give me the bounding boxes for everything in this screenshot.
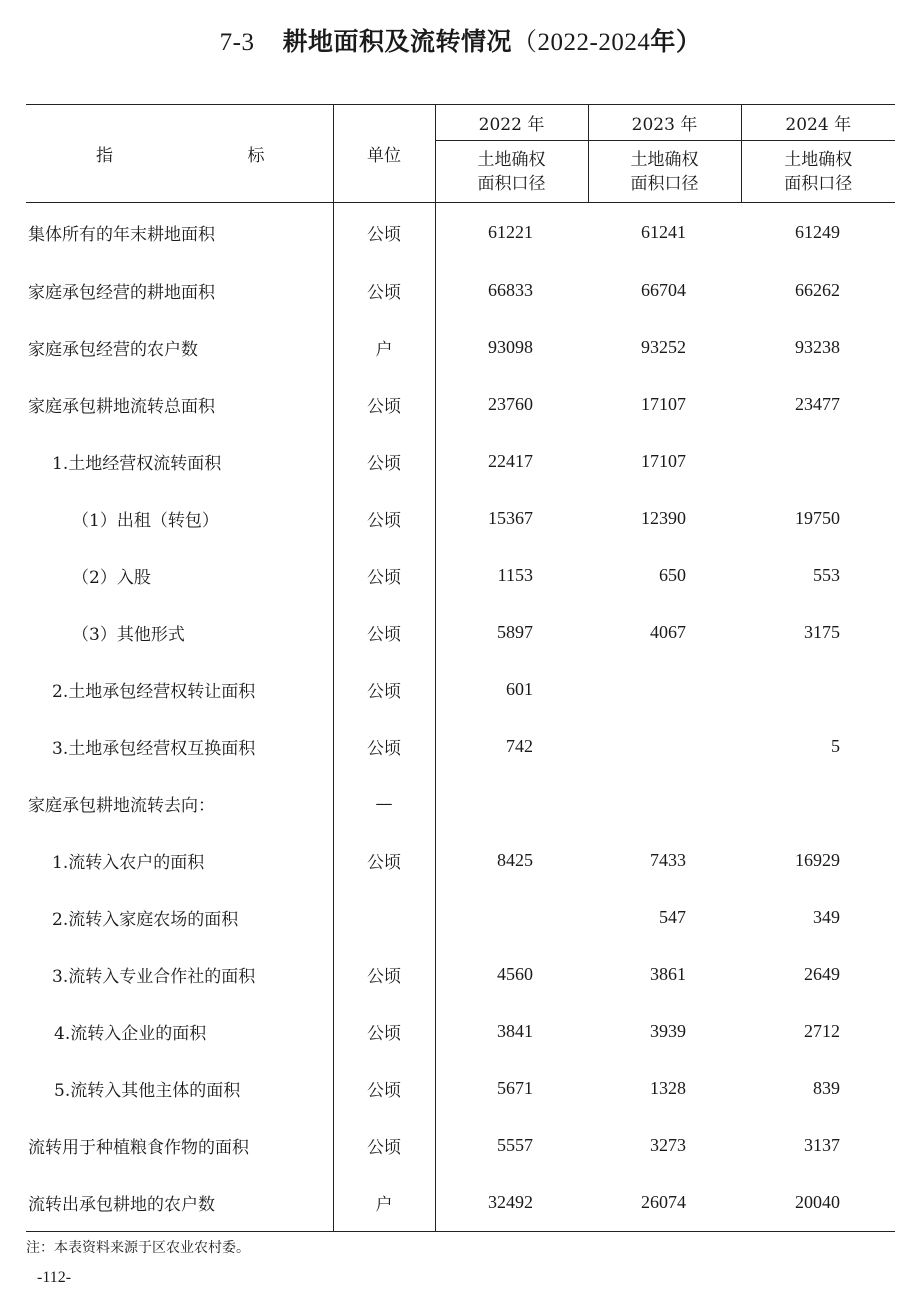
caliber-header-2024 <box>741 141 895 203</box>
year-header-2022: 2022 年 <box>435 105 588 141</box>
unit-cell <box>333 889 435 946</box>
indicator-cell: 家庭承包耕地流转去向： <box>26 775 333 832</box>
caliber-header-2022 <box>435 141 588 203</box>
table-row <box>26 604 895 661</box>
value-2022: 1153 <box>497 565 533 585</box>
value-2022: 5671 <box>497 1078 533 1098</box>
indicator-cell: 流转用于种植粮食作物的面积 <box>26 1117 333 1174</box>
value-2022: 5897 <box>497 622 533 642</box>
value-2024 <box>741 433 895 490</box>
value-2022: 93098 <box>488 337 533 357</box>
value-2024: 3137 <box>804 1135 840 1155</box>
farmland-table <box>26 104 895 1232</box>
value-2024: 23477 <box>795 394 840 414</box>
unit-header: 单位 <box>333 105 435 203</box>
value-2024: 93238 <box>795 337 840 357</box>
indicator-cell: 家庭承包经营的农户数 <box>26 319 333 376</box>
year-header-2023: 2023 年 <box>588 105 741 141</box>
value-2023: 650 <box>659 565 686 585</box>
indicator-cell: 集体所有的年末耕地面积 <box>26 203 333 263</box>
value-2023: 4067 <box>650 622 686 642</box>
table-row <box>26 547 895 604</box>
caliber-line: 面积口径 <box>784 173 853 194</box>
value-2023: 26074 <box>588 1174 741 1232</box>
value-2023: 12390 <box>641 508 686 528</box>
value-2023: 547 <box>659 907 686 927</box>
indicator-cell: 1.土地经营权流转面积 <box>26 433 333 490</box>
value-2024 <box>741 775 895 832</box>
indicator-cell: 2.土地承包经营权转让面积 <box>26 661 333 718</box>
indicator-cell: （3）其他形式 <box>26 604 333 661</box>
value-2023: 1328 <box>650 1078 686 1098</box>
value-2023: 93252 <box>641 337 686 357</box>
value-2022: 61221 <box>488 222 533 242</box>
unit-cell: 公顷 <box>333 604 435 661</box>
indicator-cell: 3.土地承包经营权互换面积 <box>26 718 333 775</box>
table-row <box>26 376 895 433</box>
value-2024: 553 <box>813 565 840 585</box>
value-2022: 22417 <box>488 451 533 471</box>
value-2022: 15367 <box>488 508 533 528</box>
year-header-2024: 2024 年 <box>741 105 895 141</box>
caliber-line: 面积口径 <box>630 173 699 194</box>
table-row <box>26 262 895 319</box>
indicator-cell: 3.流转入专业合作社的面积 <box>26 946 333 1003</box>
table-title-text: 耕地面积及流转情况 <box>282 27 512 56</box>
value-2023: 3861 <box>650 964 686 984</box>
unit-cell: 户 <box>333 1174 435 1232</box>
value-2024: 61249 <box>795 222 840 242</box>
value-2024: 2712 <box>804 1021 840 1041</box>
value-2023 <box>588 661 741 718</box>
value-2022: 742 <box>506 736 533 756</box>
value-2024 <box>741 661 895 718</box>
caliber-line: 土地确权 <box>784 149 853 170</box>
table-title <box>0 22 921 58</box>
unit-cell: 公顷 <box>333 1117 435 1174</box>
indicator-cell: 2.流转入家庭农场的面积 <box>26 889 333 946</box>
value-2023: 66704 <box>641 280 686 300</box>
indicator-cell: （1）出租（转包） <box>26 490 333 547</box>
indicator-cell: （2）入股 <box>26 547 333 604</box>
caliber-line: 面积口径 <box>477 173 546 194</box>
unit-cell: 公顷 <box>333 1060 435 1117</box>
table-row <box>26 1174 895 1232</box>
unit-cell: 公顷 <box>333 1003 435 1060</box>
value-2023: 7433 <box>650 850 686 870</box>
value-2024: 839 <box>813 1078 840 1098</box>
table-row <box>26 1060 895 1117</box>
value-2022: 5557 <box>497 1135 533 1155</box>
value-2023: 3939 <box>650 1021 686 1041</box>
indicator-cell: 家庭承包经营的耕地面积 <box>26 262 333 319</box>
indicator-header-char: 指 <box>96 146 113 166</box>
page-number: -112- <box>37 1269 72 1286</box>
value-2022: 66833 <box>488 280 533 300</box>
unit-cell: 公顷 <box>333 832 435 889</box>
indicator-cell: 4.流转入企业的面积 <box>26 1003 333 1060</box>
table-code: 7-3 <box>219 29 255 56</box>
value-2024: 19750 <box>795 508 840 528</box>
indicator-header <box>26 105 333 203</box>
unit-cell: 公顷 <box>333 661 435 718</box>
value-2023: 17107 <box>641 451 686 471</box>
table-row <box>26 832 895 889</box>
value-2023 <box>588 775 741 832</box>
caliber-line: 土地确权 <box>630 149 699 170</box>
indicator-cell: 5.流转入其他主体的面积 <box>26 1060 333 1117</box>
value-2022: 23760 <box>488 394 533 414</box>
value-2024: 349 <box>813 907 840 927</box>
table-row <box>26 490 895 547</box>
value-2023: 17107 <box>641 394 686 414</box>
table-row <box>26 661 895 718</box>
table-title-years: （2022-2024 <box>512 29 651 56</box>
value-2022: 601 <box>506 679 533 699</box>
value-2022: 4560 <box>497 964 533 984</box>
value-2022: 3841 <box>497 1021 533 1041</box>
unit-cell: 公顷 <box>333 946 435 1003</box>
indicator-cell: 家庭承包耕地流转总面积 <box>26 376 333 433</box>
unit-cell: 公顷 <box>333 547 435 604</box>
value-2024: 16929 <box>795 850 840 870</box>
value-2024: 2649 <box>804 964 840 984</box>
value-2022 <box>435 889 588 946</box>
unit-cell: — <box>333 775 435 832</box>
indicator-header-char: 标 <box>247 146 265 166</box>
unit-cell: 公顷 <box>333 262 435 319</box>
indicator-cell: 流转出承包耕地的农户数 <box>26 1174 333 1232</box>
unit-cell: 公顷 <box>333 490 435 547</box>
value-2023 <box>588 718 741 775</box>
source-note: 注：本表资料来源于区农业农村委。 <box>26 1240 250 1256</box>
table-row <box>26 775 895 832</box>
value-2022 <box>435 775 588 832</box>
value-2022: 32492 <box>435 1174 588 1232</box>
table-row <box>26 319 895 376</box>
table-row <box>26 1117 895 1174</box>
table-row <box>26 1003 895 1060</box>
caliber-line: 土地确权 <box>477 149 546 170</box>
value-2023: 61241 <box>641 222 686 242</box>
unit-cell: 公顷 <box>333 433 435 490</box>
unit-cell: 公顷 <box>333 718 435 775</box>
value-2024: 5 <box>831 736 840 756</box>
indicator-cell: 1.流转入农户的面积 <box>26 832 333 889</box>
value-2024: 3175 <box>804 622 840 642</box>
unit-cell: 公顷 <box>333 376 435 433</box>
table-row <box>26 718 895 775</box>
caliber-header-2023 <box>588 141 741 203</box>
unit-cell: 公顷 <box>333 203 435 263</box>
table-row <box>26 946 895 1003</box>
value-2022: 8425 <box>497 850 533 870</box>
value-2024: 66262 <box>795 280 840 300</box>
table-row <box>26 889 895 946</box>
value-2024: 20040 <box>741 1174 895 1232</box>
value-2023: 3273 <box>650 1135 686 1155</box>
table-title-year-suffix: 年） <box>650 27 702 56</box>
table-row <box>26 433 895 490</box>
unit-cell: 户 <box>333 319 435 376</box>
table-row <box>26 203 895 263</box>
